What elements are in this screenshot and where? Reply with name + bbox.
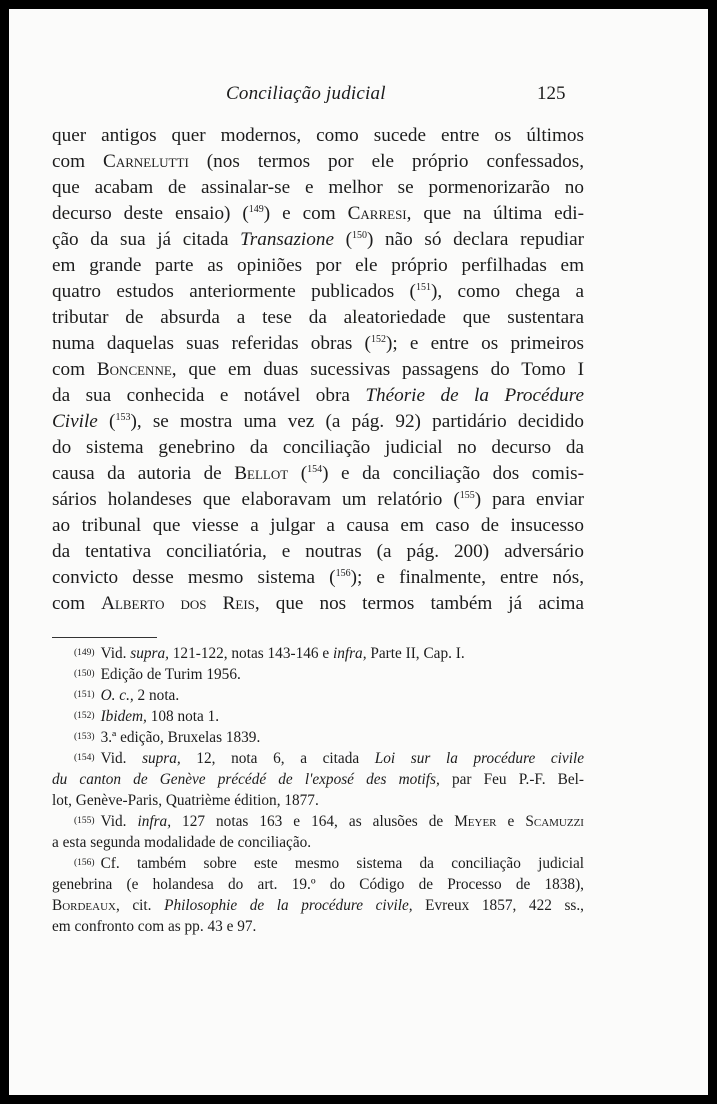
author-name: Alberto dos Reis xyxy=(101,593,255,614)
text-line: em grande parte as opiniões por ele próprio perfilhadas em xyxy=(52,255,584,276)
text-line: decurso deste ensaio) ($^{149}$) e com Carresi, que na última edi- xyxy=(52,203,584,224)
footnote-155: (155) Vid. infra, 127 notas 163 e 164, as alusões de Meyer e Scamuzzi xyxy=(74,813,584,830)
footnote-154-cont: du canton de Genève précédé de l'exposé des motifs, par Feu P.-F. Bel- xyxy=(52,771,584,788)
text-line: convicto desse mesmo sistema ($^{156}$); e finalmente, entre nós, xyxy=(52,567,584,588)
footnote-151: (151) O. c., 2 nota. xyxy=(74,687,180,704)
footnote-ref: 151 xyxy=(415,282,431,293)
footnote-155-cont: a esta segunda modalidade de conciliação. xyxy=(52,834,312,851)
text-line: causa da autoria de Bellot ($^{154}$) e da conciliação dos comis- xyxy=(52,463,585,484)
text-line: da sua conhecida e notável obra Théorie de la Procédure xyxy=(52,385,584,406)
text-line: da tentativa conciliatória, e noutras (a pág. 200) adversário xyxy=(52,541,584,562)
text-line: ção da sua já citada Transazione ($^{150}$) não só declara repudiar xyxy=(52,229,585,250)
footnote-ref: 152 xyxy=(370,334,386,345)
author-name: Carnelutti xyxy=(103,151,189,172)
text-line: com Alberto dos Reis, que nos termos também já acima xyxy=(52,593,584,614)
footnote-156-cont: Bordeaux, cit. Philosophie de la procédure civile, Evreux 1857, 422 ss., xyxy=(52,897,585,914)
text-line: que acabam de assinalar-se e melhor se pormenorizarão no xyxy=(52,177,584,198)
author-name: Carresi xyxy=(347,203,407,224)
footnote-156: (156) Cf. também sobre este mesmo sistema da conciliação judicial xyxy=(74,855,584,872)
page-number: 125 xyxy=(537,83,566,104)
footnote-156-cont: em confronto com as pp. 43 e 97. xyxy=(52,918,257,935)
footnote-150: (150) Edição de Turim 1956. xyxy=(74,666,241,683)
footnotes xyxy=(52,643,584,937)
book-page xyxy=(9,9,708,1095)
author-name: Boncenne xyxy=(96,359,172,380)
text-line: com Boncenne, que em duas sucessivas passagens do Tomo I xyxy=(52,359,584,380)
text-line: tributar de absurda a tese da aleatoriedade que sustentara xyxy=(52,307,584,328)
text-line: numa daquelas suas referidas obras ($^{152}$); e entre os primeiros xyxy=(52,333,584,354)
footnote-152: (152) Ibidem, 108 nota 1. xyxy=(74,708,220,725)
footnote-154-cont: lot, Genève-Paris, Quatrième édition, 1877. xyxy=(52,792,319,809)
footnote-156-cont: genebrina (e holandesa do art. 19.º do Código de Processo de 1838), xyxy=(52,876,584,893)
author-name: Bellot xyxy=(234,463,289,484)
footnote-ref: 153 xyxy=(115,412,131,423)
book-title: Transazione xyxy=(240,229,334,250)
page-header xyxy=(9,83,708,109)
book-title: Théorie de la Procédure xyxy=(365,385,584,406)
text-line: quer antigos quer modernos, como sucede entre os últimos xyxy=(52,125,584,146)
running-title: Conciliação judicial xyxy=(226,83,386,104)
footnote-divider xyxy=(52,637,157,638)
footnote-154: (154) Vid. supra, 12, nota 6, a citada Loi sur la procédure civile xyxy=(74,750,584,767)
footnote-ref: 149 xyxy=(248,204,264,215)
footnote-ref: 150 xyxy=(352,230,368,241)
text-line: Civile ($^{153}$), se mostra uma vez (a pág. 92) partidário decidido xyxy=(52,411,584,432)
footnote-ref: 156 xyxy=(335,568,351,579)
footnote-ref: 155 xyxy=(459,490,475,501)
footnote-149: (149) Vid. supra, 121-122, notas 143-146 e infra, Parte II, Cap. I. xyxy=(74,645,465,662)
text-line: com Carnelutti (nos termos por ele próprio confessados, xyxy=(52,151,584,172)
book-title: Civile xyxy=(52,411,98,432)
text-line: ao tribunal que viesse a julgar a causa em caso de insucesso xyxy=(52,515,584,536)
footnote-ref: 154 xyxy=(307,464,323,475)
text-line: do sistema genebrino da conciliação judicial no decurso da xyxy=(52,437,584,458)
text-line: quatro estudos anteriormente publicados ($^{151}$), como chega a xyxy=(52,281,584,302)
main-text xyxy=(52,123,584,617)
footnote-153: (153) 3.ª edição, Bruxelas 1839. xyxy=(74,729,261,746)
text-line: sários holandeses que elaboravam um relatório ($^{155}$) para enviar xyxy=(52,489,584,510)
